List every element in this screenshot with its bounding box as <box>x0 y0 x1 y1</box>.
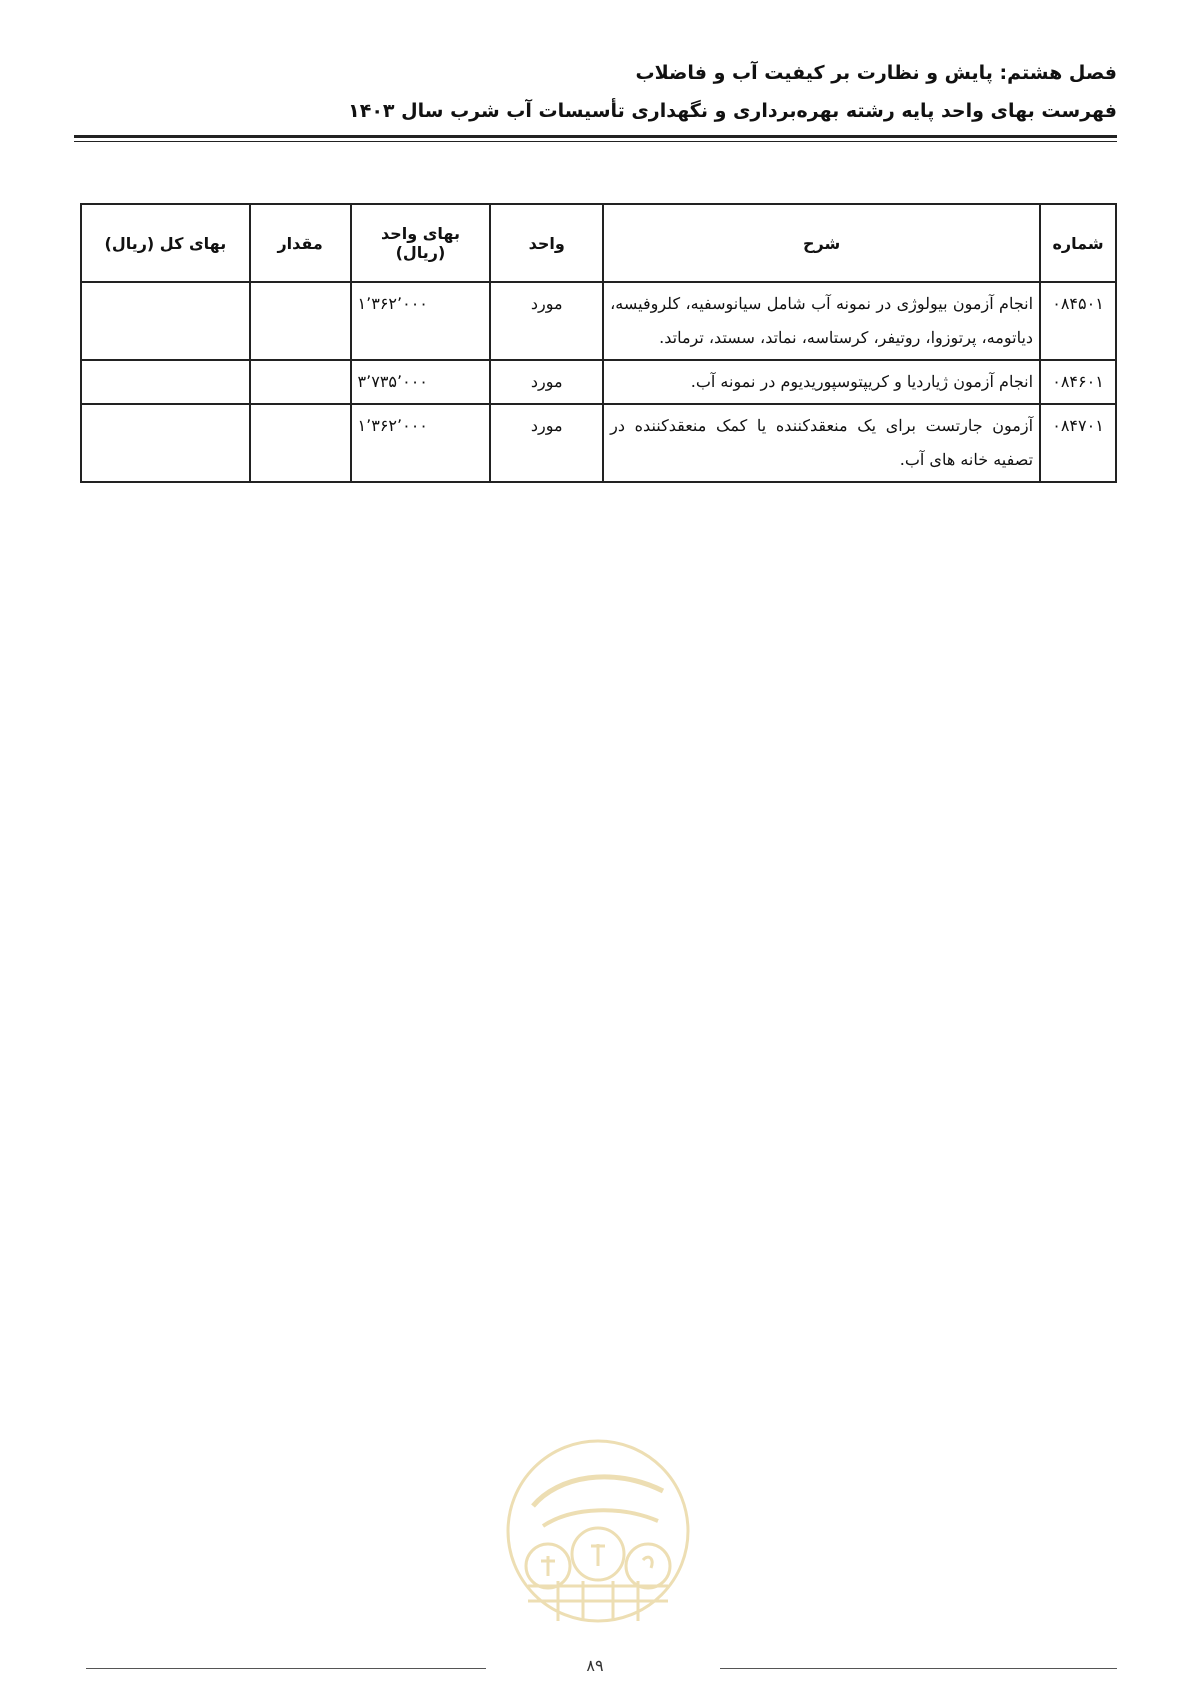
row-quantity <box>250 282 351 360</box>
row-total-price <box>81 282 250 360</box>
header-quantity: مقدار <box>250 204 351 282</box>
row-description: انجام آزمون ژیاردیا و کریپتوسپوریدیوم در نمونه آب. <box>603 360 1040 404</box>
page-header <box>74 58 1117 126</box>
table-row <box>81 404 1116 482</box>
header-description: شرح <box>603 204 1040 282</box>
row-description: آزمون جارتست برای یک منعقدکننده یا کمک منعقدکننده در تصفیه خانه های آب. <box>603 404 1040 482</box>
price-list-title: فهرست بهای واحد پایه رشته بهره‌برداری و نگهداری تأسیسات آب شرب سال ۱۴۰۳ <box>348 100 1117 122</box>
row-code: ۰۸۴۷۰۱ <box>1040 404 1116 482</box>
footer-rule-left <box>86 1668 486 1669</box>
table-row <box>81 360 1116 404</box>
header-rule-thick <box>74 135 1117 138</box>
page-number: ۸۹ <box>586 1656 604 1675</box>
row-unit: مورد <box>490 282 603 360</box>
row-code: ۰۸۴۶۰۱ <box>1040 360 1116 404</box>
row-quantity <box>250 404 351 482</box>
row-unit-price: ۱٬۳۶۲٬۰۰۰ <box>351 404 491 482</box>
row-total-price <box>81 360 250 404</box>
price-table <box>80 203 1117 483</box>
row-unit-price: ۱٬۳۶۲٬۰۰۰ <box>351 282 491 360</box>
row-total-price <box>81 404 250 482</box>
header-rule-thin <box>74 141 1117 142</box>
row-quantity <box>250 360 351 404</box>
header-total-price: بهای کل (ریال) <box>81 204 250 282</box>
row-description: انجام آزمون بیولوژی در نمونه آب شامل سیانوسفیه، کلروفیسه، دیاتومه، پرتوزوا، روتیفر، کرستاسه، نماتد، سستد، ترماتد. <box>603 282 1040 360</box>
row-unit: مورد <box>490 360 603 404</box>
chapter-title: فصل هشتم: پایش و نظارت بر کیفیت آب و فاضلاب <box>635 62 1117 84</box>
table-header-row <box>81 204 1116 282</box>
row-code: ۰۸۴۵۰۱ <box>1040 282 1116 360</box>
table-row <box>81 282 1116 360</box>
header-code: شماره <box>1040 204 1116 282</box>
header-unit: واحد <box>490 204 603 282</box>
footer-rule-right <box>720 1668 1117 1669</box>
header-unit-price: بهای واحد (ریال) <box>351 204 491 282</box>
row-unit-price: ۳٬۷۳۵٬۰۰۰ <box>351 360 491 404</box>
row-unit: مورد <box>490 404 603 482</box>
omoore-peyman-seal-icon <box>503 1436 693 1626</box>
